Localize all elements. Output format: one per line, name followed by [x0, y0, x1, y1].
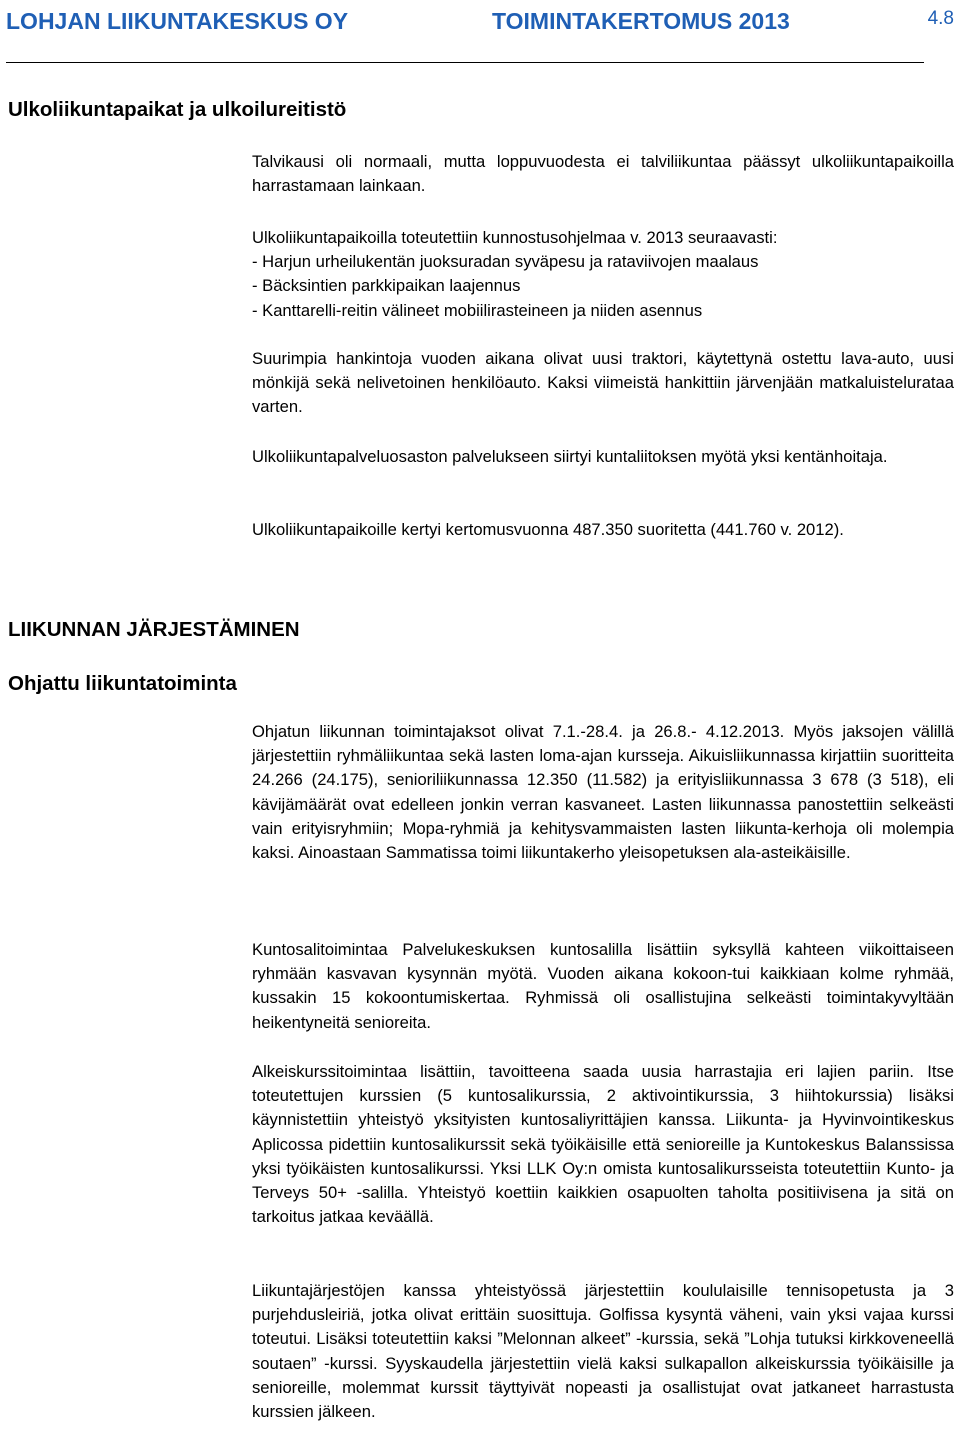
- guided-paragraph-1: [252, 720, 954, 865]
- paragraph-text: Liikuntajärjestöjen kanssa yhteistyössä järjestettiin koululaisille tennisopetusta ja 3 purjehdusleiriä, jotka olivat erittäin suosittuja. Golfissa kysyntä väheni, vain yksi vajaa kurssi toteutui. Lisäksi toteutettiin kaksi ”Melonnan alkeet” -kurssia, sekä ”Lohja tutuksi kirkkoveneellä soutaen” -kurssi. Syyskaudella järjestettiin vielä kaksi sulkapallon alkeiskurssia työikäisille ja senioreille, molemmat kurssit täyttyivät nopeasti ja osallistujat ovat jatkaneet harrastusta kurssien jälkeen.: [252, 1281, 954, 1422]
- paragraph-text: Ohjatun liikunnan toimintajaksot olivat 7.1.-28.4. ja 26.8.- 4.12.2013. Myös jaksojen välillä järjestettiin ryhmäliikuntaa sekä lasten loma-ajan kursseja. Aikuisliikunnassa kirjattiin suoritteita 24.266 (24.175), senioriliikunnassa 12.350 (11.582) ja erityisliikunnassa 3 678 (3 518), eli kävijämäärät ovat edelleen jonkin verran kasvaneet. Lasten liikunnassa panostettiin selkeästi vain erityisryhmiin; Mopa-ryhmiä ja kehitysvammaisten lasten liikunta-kerhoja oli molempia kaksi. Ainoastaan Sammatissa toimi liikuntakerho yleisopetuksen ala-asteikäisille.: [252, 722, 954, 863]
- paragraph-text: Suurimpia hankintoja vuoden aikana olivat uusi traktori, käytettynä ostettu lava-auto, uusi mönkijä sekä nelivetoinen henkilöauto. Kaksi viimeistä hankittiin järvenjään matkaluistelurataa varten.: [252, 349, 954, 417]
- outdoor-program-list: [252, 226, 954, 323]
- header-divider: [6, 62, 924, 63]
- paragraph-text: Talvikausi oli normaali, mutta loppuvuodesta ei talviliikuntaa päässyt ulkoliikuntapaikoilla harrastamaan lainkaan.: [252, 152, 954, 196]
- guided-paragraph-3: [252, 1060, 954, 1229]
- list-item: - Kanttarelli-reitin välineet mobiilirasteineen ja niiden asennus: [252, 300, 703, 320]
- outdoor-paragraph-3: [252, 347, 954, 420]
- section-heading-outdoor: Ulkoliikuntapaikat ja ulkoilureitistö: [8, 98, 347, 121]
- header-organization: LOHJAN LIIKUNTAKESKUS OY: [6, 8, 349, 34]
- list-item: - Harjun urheilukentän juoksuradan syväpesu ja rataviivojen maalaus: [252, 252, 759, 272]
- paragraph-text: Ulkoliikuntapaikoilla toteutettiin kunnostusohjelmaa v. 2013 seuraavasti:: [252, 228, 778, 247]
- outdoor-paragraph-4: [252, 445, 954, 469]
- paragraph-text: Ulkoliikuntapalveluosaston palvelukseen siirtyi kuntaliitoksen myötä yksi kentänhoitaja.: [252, 447, 888, 466]
- guided-paragraph-2: [252, 938, 954, 1035]
- section-heading-main: LIIKUNNAN JÄRJESTÄMINEN: [8, 618, 300, 641]
- outdoor-paragraph-1: [252, 150, 954, 198]
- header-page-number: 4.8: [927, 8, 954, 29]
- section-heading-guided: Ohjattu liikuntatoiminta: [8, 672, 237, 695]
- outdoor-paragraph-5: [252, 518, 954, 542]
- page-header: [6, 4, 954, 44]
- paragraph-text: Alkeiskurssitoimintaa lisättiin, tavoitteena saada uusia harrastajia eri lajien pariin. Itse toteutettujen kurssien (5 kuntosalikurssia, 2 aktivointikurssia, 3 hiihtokurssia) lisäksi käynnistettiin yhteistyö yksityisten kuntosaliyrittäjien kanssa. Liikunta- ja Hyvinvointikeskus Aplicossa pidettiin kuntosalikurssit sekä työikäisille että senioreille ja Kuntokeskus Balanssissa yksi työikäisten kuntosalikurssi. Yksi LLK Oy:n omista kuntosalikursseista toteutettiin Kunto- ja Terveys 50+ -salilla. Yhteistyö koettiin kaikkien osapuolten taholta positiivisena ja sitä on tarkoitus jatkaa keväällä.: [252, 1062, 954, 1227]
- header-report-title: TOIMINTAKERTOMUS 2013: [492, 8, 790, 34]
- list-item: - Bäcksintien parkkipaikan laajennus: [252, 276, 521, 296]
- paragraph-text: Ulkoliikuntapaikoille kertyi kertomusvuonna 487.350 suoritetta (441.760 v. 2012).: [252, 520, 844, 539]
- guided-paragraph-4: [252, 1279, 954, 1424]
- paragraph-text: Kuntosalitoimintaa Palvelukeskuksen kuntosalilla lisättiin syksyllä kahteen viikoittaiseen ryhmään kasvavan kysynnän myötä. Vuoden aikana kokoon-tui kaikkiaan kolme ryhmää, kussakin 15 kokoontumiskertaa. Ryhmissä oli osallistujina selkeästi toimintakyvyltään heikentyneitä senioreita.: [252, 940, 954, 1032]
